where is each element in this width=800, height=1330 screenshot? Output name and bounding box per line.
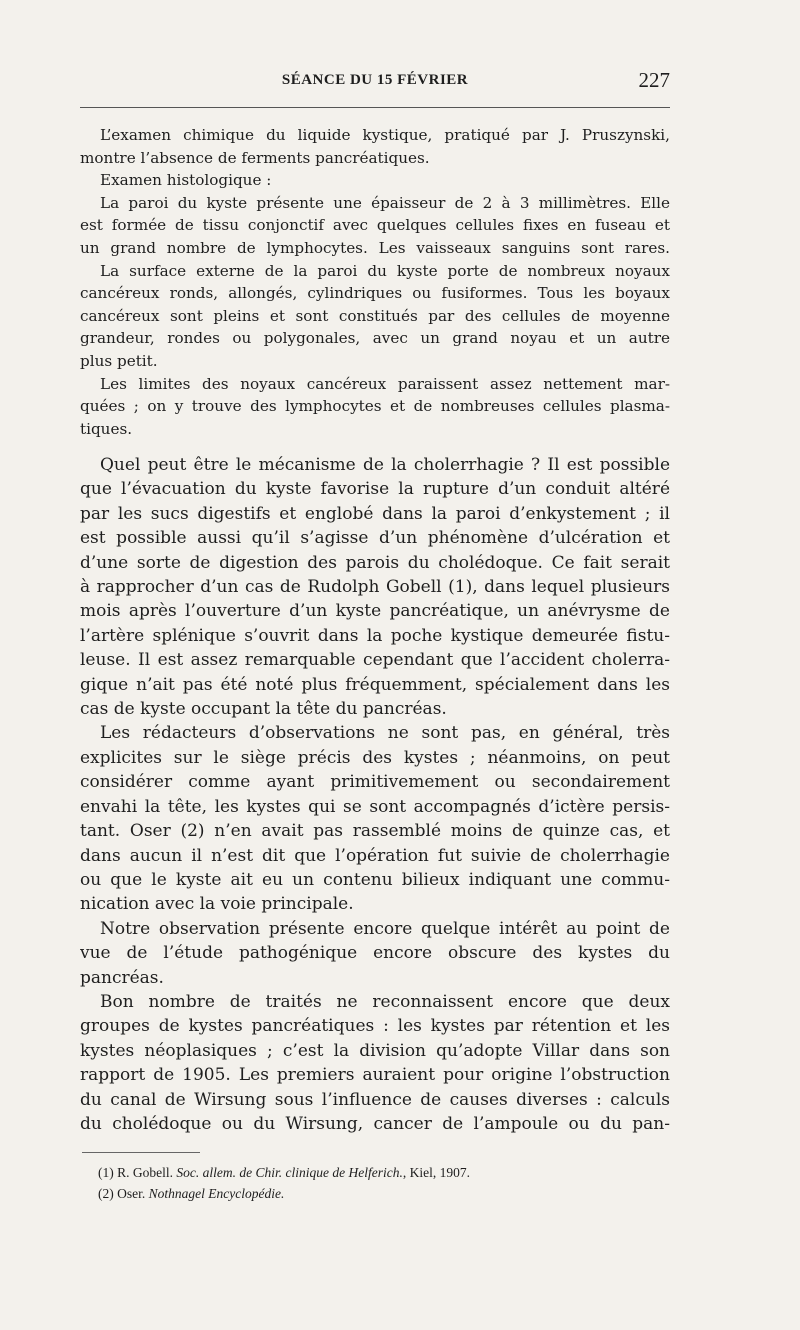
running-title: SÉANCE DU 15 FÉVRIER — [281, 72, 469, 88]
text-line: vue de l’étude pathogénique encore obscure des kystes du — [80, 943, 670, 964]
text-line: cancéreux sont pleins et sont constitués par des cellules de moyenne — [80, 306, 670, 325]
text-line: Examen histologique : — [100, 171, 272, 190]
text-line: Bon nombre de traités ne reconnaissent encore que deux — [100, 991, 670, 1012]
text-line: du cholédoque ou du Wirsung, cancer de l’ampoule ou du pan- — [80, 1113, 670, 1134]
text-line: un grand nombre de lymphocytes. Les vaisseaux sanguins sont rares. — [80, 238, 670, 257]
text-line: considérer comme ayant primitivemement ou secondairement — [80, 772, 670, 793]
text-line: par les sucs digestifs et englobé dans la paroi d’enkystement ; il — [80, 503, 670, 524]
running-head — [80, 68, 670, 98]
text-line: tant. Oser (2) n’en avait pas rassemblé moins de quinze cas, et — [80, 821, 670, 842]
text-line: à rapprocher d’un cas de Rudolph Gobell (1), dans lequel plusieurs — [80, 577, 670, 598]
text-line: d’une sorte de digestion des parois du cholédoque. Ce fait serait — [80, 552, 670, 573]
footnotes — [98, 1162, 658, 1204]
text-line: cancéreux ronds, allongés, cylindriques ou fusiformes. Tous les boyaux — [80, 284, 670, 303]
text-line: dans aucun il n’est dit que l’opération fut suivie de cholerrhagie — [80, 845, 670, 866]
text-line: l’artère splénique s’ouvrit dans la poche kystique demeurée fistu- — [80, 625, 670, 646]
text-line: La paroi du kyste présente une épaisseur de 2 à 3 millimètres. Elle — [100, 193, 670, 212]
footnote-work: Nothnagel Encyclopédie. — [148, 1186, 285, 1201]
text-line: gique n’ait pas été noté plus fréquemment, spécialement dans les — [80, 674, 670, 695]
text-line: Quel peut être le mécanisme de la cholerrhagie ? Il est possible — [100, 455, 670, 475]
text-line: tiques. — [80, 419, 133, 438]
text-line: ou que le kyste ait eu un contenu bilieux indiquant une commu- — [80, 869, 670, 890]
text-line: rapport de 1905. Les premiers auraient pour origine l’obstruction — [80, 1065, 670, 1086]
footnote-marker: (2) — [98, 1186, 114, 1201]
text-line: nication avec la voie principale. — [80, 894, 354, 915]
page-number: 227 — [638, 68, 670, 92]
text-line: quées ; on y trouve des lymphocytes et de nombreuses cellules plasma- — [80, 397, 670, 416]
text-line: cas de kyste occupant la tête du pancréas. — [80, 699, 447, 720]
text-line: Les rédacteurs d’observations ne sont pas, en général, très — [100, 723, 670, 744]
text-line: mois après l’ouverture d’un kyste pancréatique, un anévrysme de — [80, 601, 670, 622]
discussion-block — [80, 453, 670, 1136]
text-line: groupes de kystes pancréatiques : les kystes par rétention et les — [80, 1016, 670, 1037]
text-line: explicites sur le siège précis des kystes ; néanmoins, on peut — [80, 747, 670, 768]
text-line: envahi la tête, les kystes qui se sont accompagnés d’ictère persis- — [80, 796, 670, 817]
footnote-author: Oser. — [117, 1186, 146, 1201]
footnote-2 — [98, 1183, 658, 1204]
text-line: est formée de tissu conjonctif avec quelques cellules fixes en fuseau et — [80, 216, 670, 235]
text-line: est possible aussi qu’il s’agisse d’un phénomène d’ulcération et — [80, 528, 670, 549]
footnote-marker: (1) — [98, 1165, 114, 1180]
footnote-rule — [82, 1152, 200, 1153]
footnote-author: R. Gobell. — [117, 1165, 173, 1180]
text-line: pancréas. — [80, 967, 164, 988]
text-line: grandeur, rondes ou polygonales, avec un grand noyau et un autre — [80, 329, 670, 348]
text-line: kystes néoplasiques ; c’est la division qu’adopte Villar dans son — [80, 1040, 670, 1061]
footnote-place: , Kiel, 1907. — [402, 1165, 470, 1180]
text-line: montre l’absence de ferments pancréatiques. — [80, 148, 430, 167]
footnote-1 — [98, 1162, 658, 1183]
text-line: Les limites des noyaux cancéreux paraissent assez nettement mar- — [100, 374, 670, 393]
text-line: La surface externe de la paroi du kyste porte de nombreux noyaux — [100, 261, 670, 280]
text-line: du canal de Wirsung sous l’influence de causes diverses : calculs — [80, 1089, 670, 1110]
text-line: leuse. Il est assez remarquable cependant que l’accident cholerra- — [80, 650, 670, 671]
text-line: L’examen chimique du liquide kystique, pratiqué par J. Pruszynski, — [100, 126, 670, 144]
text-line: Notre observation présente encore quelque intérêt au point de — [100, 918, 670, 939]
header-rule — [80, 107, 670, 108]
histology-report-block — [80, 124, 670, 440]
text-line: plus petit. — [80, 351, 158, 370]
footnote-journal: Soc. allem. de Chir. clinique de Helferich. — [176, 1165, 403, 1180]
text-line: que l’évacuation du kyste favorise la rupture d’un conduit altéré — [80, 479, 670, 500]
